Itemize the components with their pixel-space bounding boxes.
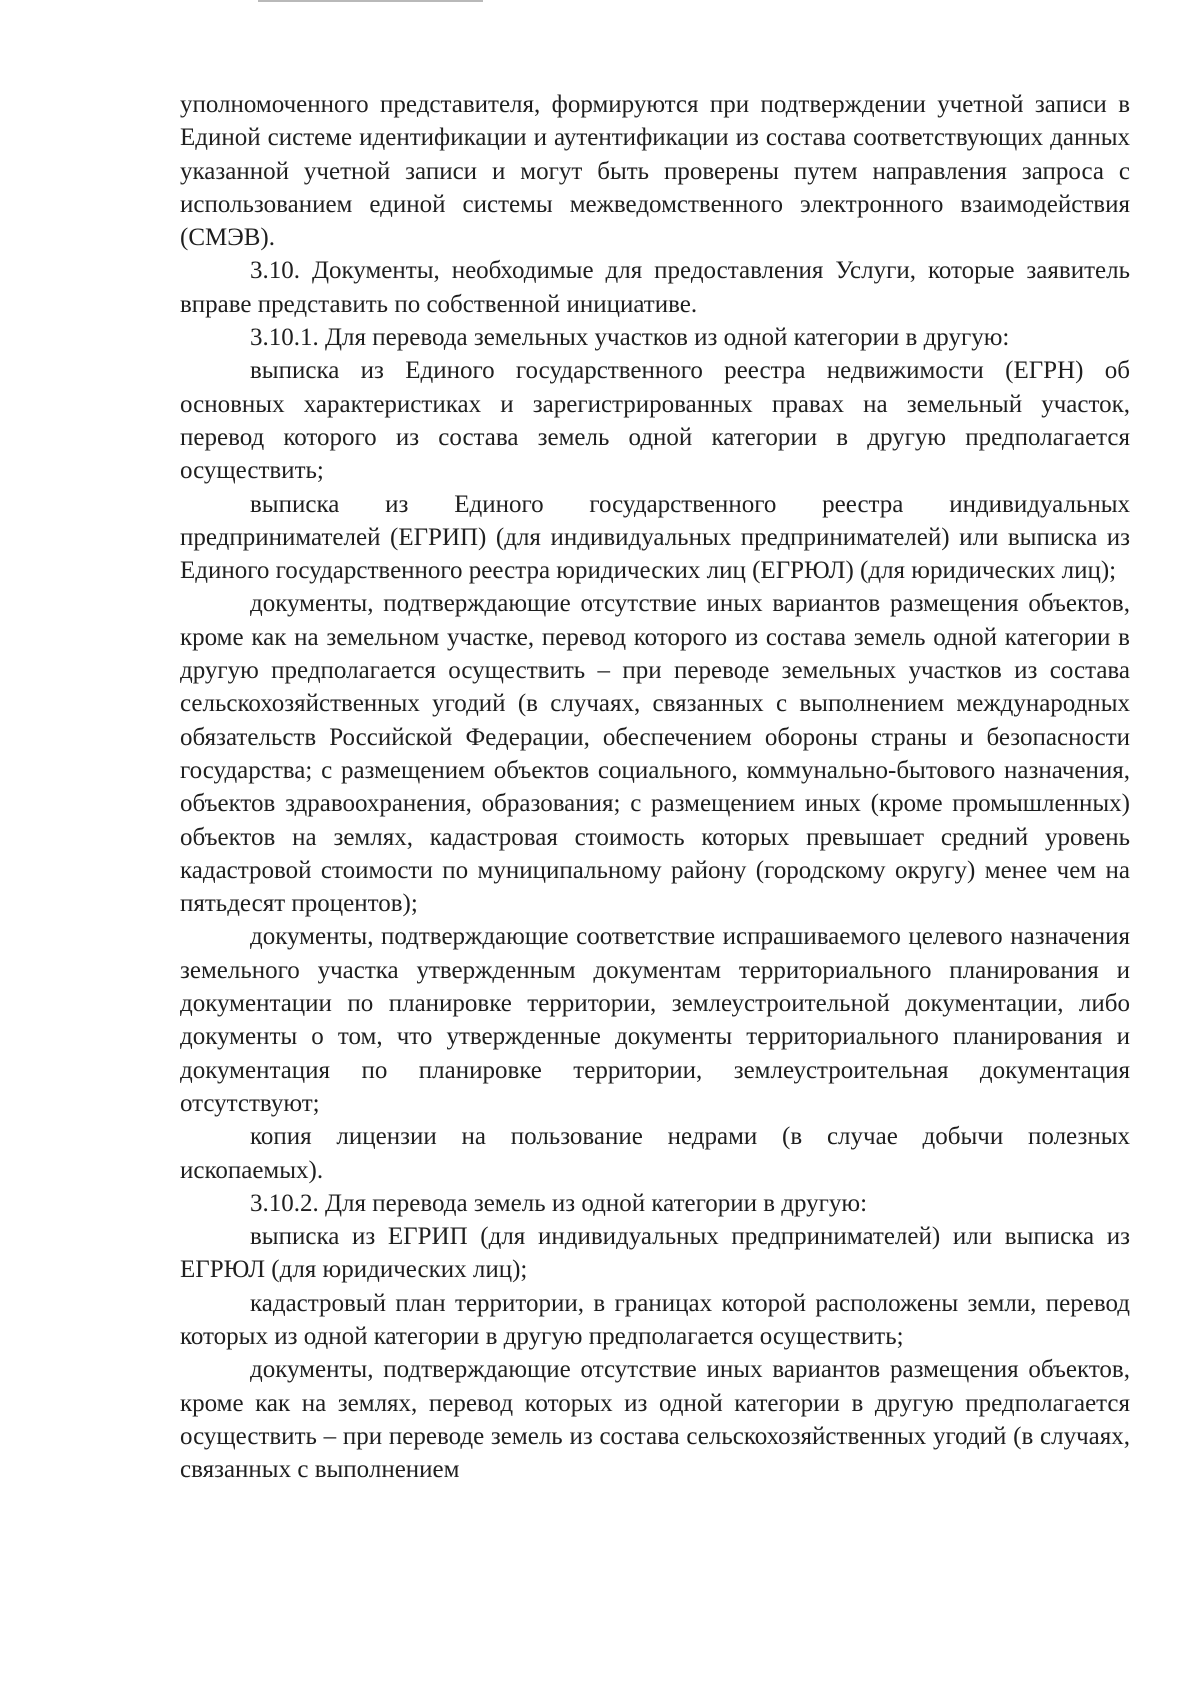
top-edge-rule: [258, 0, 483, 2]
paragraph-cadastral-plan: кадастровый план территории, в границах которой расположены земли, перевод которых из одной категории в другую предполагается осуществить;: [180, 1289, 1130, 1350]
paragraph-3-10-2: 3.10.2. Для перевода земель из одной категории в другую:: [250, 1189, 868, 1217]
paragraph-placement-alternatives: документы, подтверждающие отсутствие иных вариантов размещения объектов, кроме как на земельном участке, перевод которого из состава земель одной категории в другую предполагается осуществить – при переводе земельных участков из состава сельскохозяйственных угодий (в случаях, связанных с выполнением международных обязательств Российской Федерации, обеспечением обороны страны и безопасности государства; с размещением объектов социального, коммунально-бытового назначения, объектов здравоохранения, образования; с размещением иных (кроме промышленных) объектов на землях, кадастровая стоимость которых превышает средний уровень кадастровой стоимости по муниципальному району (городскому округу) менее чем на пятьдесят процентов);: [180, 590, 1130, 918]
document-body: [180, 88, 1130, 1486]
paragraph-subsoil-license: копия лицензии на пользование недрами (в случае добычи полезных ископаемых).: [180, 1123, 1130, 1184]
paragraph-egrip-egrul-extract: выписка из Единого государственного реестра индивидуальных предпринимателей (ЕГРИП) (для индивидуальных предпринимателей) или выписка из Единого государственного реестра юридических лиц (ЕГРЮЛ) (для юридических лиц);: [180, 490, 1130, 585]
paragraph-egrip-egrul-short: выписка из ЕГРИП (для индивидуальных предпринимателей) или выписка из ЕГРЮЛ (для юридических лиц);: [180, 1223, 1130, 1284]
paragraph-placement-alternatives-lands: документы, подтверждающие отсутствие иных вариантов размещения объектов, кроме как на землях, перевод которых из одной категории в другую предполагается осуществить – при переводе земель из состава сельскохозяйственных угодий (в случаях, связанных с выполнением: [180, 1356, 1130, 1484]
paragraph-purpose-compliance: документы, подтверждающие соответствие испрашиваемого целевого назначения земельного участка утвержденным документам территориального планирования и документации по планировке территории, землеустроительной документации, либо документы о том, что утвержденные документы территориального планирования и документация по планировке территории, землеустроительная документация отсутствуют;: [180, 923, 1130, 1117]
paragraph-continuation: уполномоченного представителя, формируются при подтверждении учетной записи в Единой системе идентификации и аутентификации из состава соответствующих данных указанной учетной записи и могут быть проверены путем направления запроса с использованием единой системы межведомственного электронного взаимодействия (СМЭВ).: [180, 91, 1130, 252]
paragraph-egrn-extract: выписка из Единого государственного реестра недвижимости (ЕГРН) об основных характеристиках и зарегистрированных правах на земельный участок, перевод которого из состава земель одной категории в другую предполагается осуществить;: [180, 357, 1130, 485]
paragraph-3-10: 3.10. Документы, необходимые для предоставления Услуги, которые заявитель вправе представить по собственной инициативе.: [180, 257, 1130, 318]
paragraph-3-10-1: 3.10.1. Для перевода земельных участков из одной категории в другую:: [250, 324, 1010, 352]
